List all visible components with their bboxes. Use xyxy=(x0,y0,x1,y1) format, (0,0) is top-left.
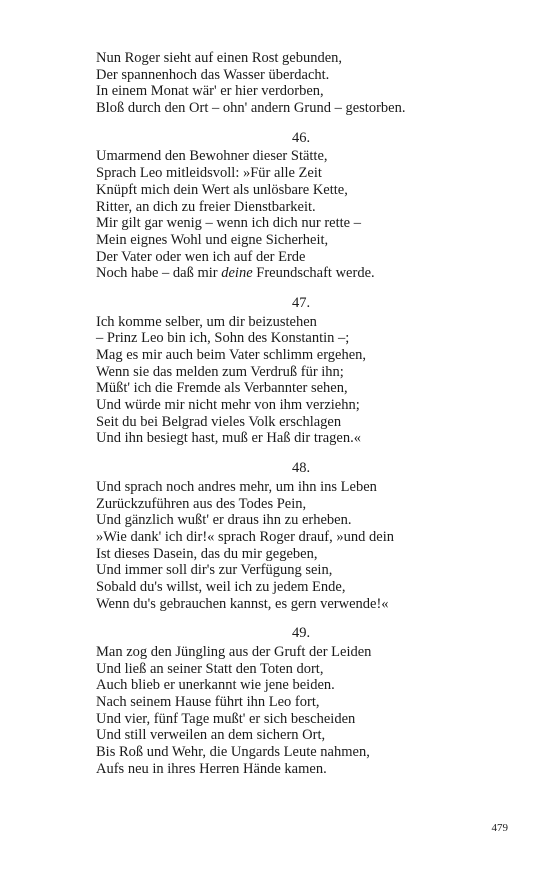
verse-line: Und ließ an seiner Statt den Toten dort, xyxy=(96,660,324,677)
stanza-48 xyxy=(96,460,476,612)
verse-text: Noch habe – daß mir xyxy=(96,265,222,282)
verse-line: Mir gilt gar wenig – wenn ich dich nur rette – xyxy=(96,215,361,232)
verse-line: Aufs neu in ihres Herren Hände kamen. xyxy=(96,760,327,777)
verse-line: Nun Roger sieht auf einen Rost gebunden, xyxy=(96,50,343,66)
stanza-47 xyxy=(96,295,476,447)
verse-line: Und vier, fünf Tage mußt' er sich bescheiden xyxy=(96,710,356,727)
verse-line: Und gänzlich wußt' er draus ihn zu erheben. xyxy=(96,512,352,529)
verse-line: Ist dieses Dasein, das du mir gegeben, xyxy=(96,545,318,562)
verse-line: Wenn du's gebrauchen kannst, es gern verwende!« xyxy=(96,595,389,612)
verse-line: Ich komme selber, um dir beizustehen xyxy=(96,313,317,330)
verse-line: Zurückzuführen aus des Todes Pein, xyxy=(96,495,307,512)
verse-line: Und ihn besiegt hast, muß er Haß dir tragen.« xyxy=(96,430,361,447)
stanza-number: 48. xyxy=(291,460,311,477)
verse-line: Mag es mir auch beim Vater schlimm ergehen, xyxy=(96,347,367,363)
verse-line: Nach seinem Hause führt ihn Leo fort, xyxy=(96,694,320,711)
verse-line: Sobald du's willst, weil ich zu jedem Ende, xyxy=(96,578,346,595)
verse-line: Bloß durch den Ort – ohn' andern Grund – gestorben. xyxy=(96,100,406,117)
verse-line: Umarmend den Bewohner dieser Stätte, xyxy=(96,148,328,165)
verse-text: Freundschaft werde. xyxy=(252,265,375,282)
verse-line: Seit du bei Belgrad vieles Volk erschlagen xyxy=(96,413,342,430)
verse-line: Mein eignes Wohl und eigne Sicherheit, xyxy=(96,231,329,248)
emphasized-word: deine xyxy=(221,265,253,282)
verse-line: Bis Roß und Wehr, die Ungards Leute nahmen, xyxy=(96,744,370,761)
poem-page xyxy=(96,50,476,778)
verse-line: Und immer soll dir's zur Verfügung sein, xyxy=(96,562,333,579)
stanza-46 xyxy=(96,130,476,282)
verse-line: – Prinz Leo bin ich, Sohn des Konstantin –; xyxy=(96,330,350,347)
verse-line: Ritter, an dich zu freier Dienstbarkeit. xyxy=(96,198,316,215)
verse-line: Sprach Leo mitleidsvoll: »Für alle Zeit xyxy=(96,165,322,182)
verse-line: »Wie dank' ich dir!« sprach Roger drauf, »und dein xyxy=(96,528,394,545)
verse-line: In einem Monat wär' er hier verdorben, xyxy=(96,83,324,100)
verse-line: Und sprach noch andres mehr, um ihn ins Leben xyxy=(96,478,377,495)
stanza-49 xyxy=(96,625,476,777)
verse-line: Der spannenhoch das Wasser überdacht. xyxy=(96,66,330,83)
verse-line xyxy=(96,265,476,282)
stanza-number: 49. xyxy=(291,625,311,642)
page-number: 479 xyxy=(491,822,508,834)
verse-line: Auch blieb er unerkannt wie jene beiden. xyxy=(96,677,335,694)
stanza-continuation xyxy=(96,50,476,117)
stanza-number: 46. xyxy=(291,129,311,146)
verse-line: Man zog den Jüngling aus der Gruft der Leiden xyxy=(96,644,372,660)
verse-line: Der Vater oder wen ich auf der Erde xyxy=(96,248,306,265)
stanza-number: 47. xyxy=(291,294,311,311)
verse-line: Knüpft mich dein Wert als unlösbare Kette, xyxy=(96,181,348,198)
verse-line: Müßt' ich die Fremde als Verbannter sehen, xyxy=(96,380,348,397)
verse-line: Und würde mir nicht mehr von ihm verziehn; xyxy=(96,397,360,414)
verse-line: Und still verweilen an dem sichern Ort, xyxy=(96,727,326,744)
verse-line: Wenn sie das melden zum Verdruß für ihn; xyxy=(96,363,344,380)
